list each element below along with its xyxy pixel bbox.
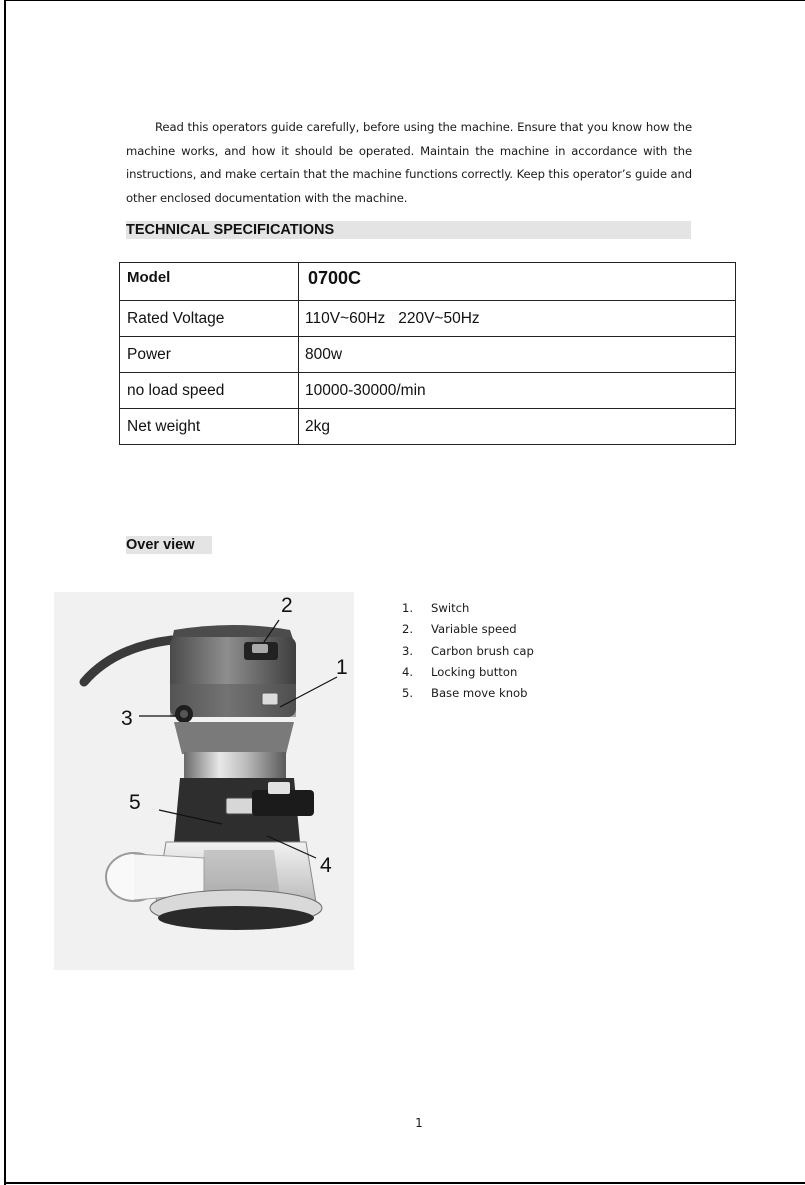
spec-label: no load speed — [120, 373, 299, 409]
spec-value: 800w — [299, 337, 736, 373]
part-number: 2. — [402, 622, 414, 637]
part-name: Locking button — [431, 664, 518, 679]
specs-heading-bar — [126, 221, 691, 239]
list-item — [402, 619, 534, 640]
spec-value: 10000-30000/min — [299, 373, 736, 409]
specs-heading: TECHNICAL SPECIFICATIONS — [126, 222, 335, 238]
list-item — [402, 641, 534, 662]
part-name: Base move knob — [431, 686, 528, 701]
callout-number: 2 — [281, 594, 293, 617]
part-name: Variable speed — [431, 622, 517, 637]
spec-row — [120, 337, 736, 373]
callout-number: 1 — [336, 656, 348, 679]
page-border-top — [4, 0, 805, 1]
spec-value: 2kg — [299, 409, 736, 445]
part-number: 4. — [402, 664, 414, 679]
list-item — [402, 598, 534, 619]
part-number: 3. — [402, 643, 414, 658]
overview-heading-bar — [126, 536, 212, 554]
router-photo — [54, 592, 354, 970]
page-number: 1 — [415, 1116, 423, 1130]
page-border-left — [4, 0, 6, 1185]
intro-paragraph: Read this operators guide carefully, before using the machine. Ensure that you know how the machine works, and how it should be operated. Maintain the machine in accordance with the instructions, and make certain that the machine functions correctly. Keep this operator’s guide and other enclosed documentation with the machine. — [126, 120, 692, 205]
spec-row — [120, 373, 736, 409]
part-number: 5. — [402, 686, 414, 701]
spec-label: Net weight — [120, 409, 299, 445]
list-item — [402, 683, 534, 704]
spec-table — [119, 262, 736, 445]
part-number: 1. — [402, 601, 414, 615]
callout-number: 3 — [121, 707, 133, 730]
page-border-bottom — [4, 1182, 805, 1184]
part-name: Carbon brush cap — [431, 643, 534, 658]
spec-label: Model — [120, 263, 299, 301]
spec-label: Rated Voltage — [120, 301, 299, 337]
spec-row — [120, 263, 736, 301]
overview-heading: Over view — [126, 537, 195, 553]
callout-number: 5 — [129, 791, 141, 814]
parts-list — [402, 598, 534, 704]
spec-label: Power — [120, 337, 299, 373]
spec-row — [120, 301, 736, 337]
part-name: Switch — [431, 601, 470, 615]
spec-value: 110V~60Hz 220V~50Hz — [299, 301, 736, 337]
list-item — [402, 662, 534, 683]
spec-value: 0700C — [299, 263, 736, 301]
callout-number: 4 — [320, 854, 332, 877]
spec-row — [120, 409, 736, 445]
